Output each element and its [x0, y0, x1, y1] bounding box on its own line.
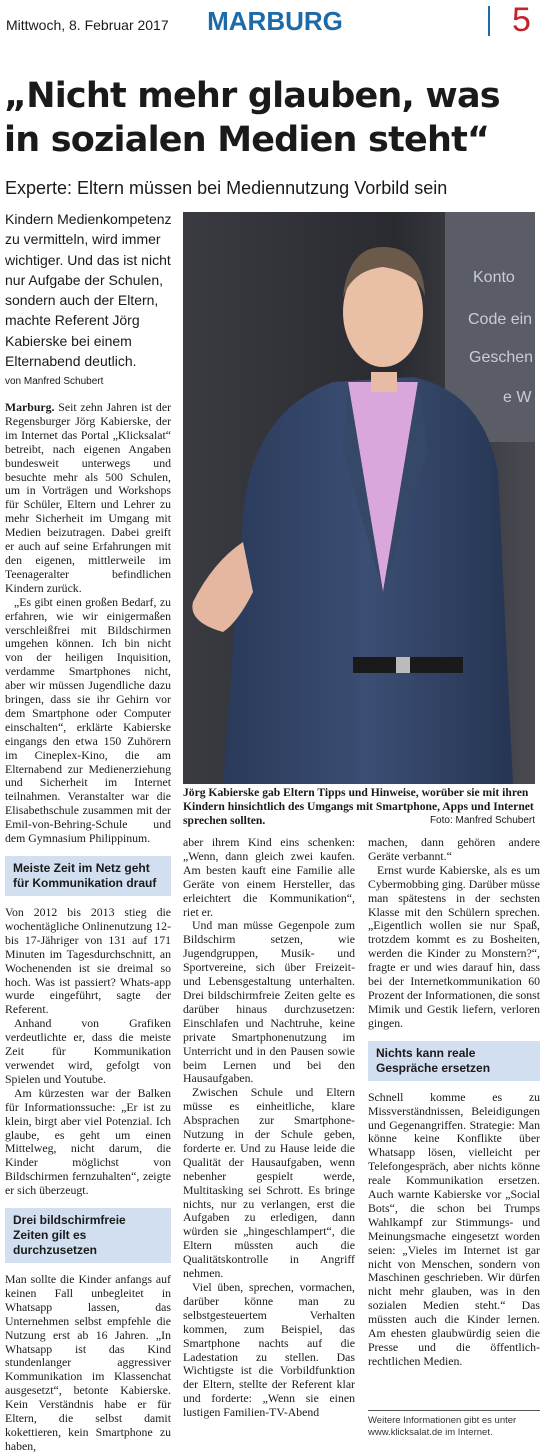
screen-text: Code ein: [468, 311, 533, 328]
subheading-box: Meiste Zeit im Netz geht für Kommunikation drauf: [5, 856, 171, 896]
page-number: 5: [512, 1, 531, 39]
issue-date: Mittwoch, 8. Februar 2017: [6, 17, 169, 33]
paragraph: Man sollte die Kinder anfangs auf keinen Fall unbegleitet in Whatsapp lassen, das Unternehmen selbst empfehle die Nutzung erst ab 16 Jahren. „In Whatsapp ist das Kind stundenlanger aggressiver Kommunikation im Klassenchat ausgesetzt“, betonte Kabierske. Kein Verständnis habe er für Eltern, die selbst damit kokettieren, kein Smartphone zu haben,: [5, 1272, 171, 1453]
paragraph: Viel üben, sprechen, vormachen, darüber könne man zu selbstgesteuertem Verhalten kommen, zum Beispiel, das Smartphone nachts auf die Ladestation zu stellen. Das Wichtigste ist die Vorbildfunktion der Eltern, stellte der Referent klar und forderte: „Wenn sie einen lustigen Familien-TV-Abend: [183, 1280, 355, 1420]
screen-text: e W: [503, 389, 532, 406]
paragraph: Ernst wurde Kabierske, als es um Cybermobbing ging. Darüber müsse man spätestens in der sechsten Klasse mit den Schülern sprechen. „Eigentlich wollen sie nur Spaß, trotzdem kommt es zu Bosheiten, werden die Kinder zu Monstern?“, fragte er und wies darauf hin, dass bei der Internetkommunikation 60 Prozent der Informationen, die sonst Mimik und Gestik liefern, verloren gingen.: [368, 862, 540, 1030]
paragraph: Am kürzesten war der Balken für Informationssuche: „Er ist zu klein, birgt aber viel Potenzial. Ich glaube, es geht um einen Mittelweg, nicht darum, die Kinder möglichst von Bildschirmen fernzuhalten“, zeigte er sich überzeugt.: [5, 1085, 171, 1198]
article-photo: [183, 212, 535, 784]
paragraph: Anhand von Grafiken verdeutlichte er, dass die meiste Zeit für Kommunikation verwendet wird, gefolgt von Spielen und Youtube.: [5, 1016, 171, 1086]
dateline: Marburg.: [5, 400, 55, 414]
paragraph: Zwischen Schule und Eltern müsse es einheitliche, klare Absprachen zur Smartphone-Nutzung in der Schule geben, forderte er. Und zu Hause leide die Qualität der Hausaufgaben, wenn nebenher gespielt werde, Multitasking sei Schrott. Es bringe nichts, nur zu verlangen, erst die Aufgaben zu erledigen, dann würden sie „hingeschlampert“, die Eltern müssten auch die Qualitätskontrolle in Angriff nehmen.: [183, 1085, 355, 1281]
header-divider: [488, 6, 490, 36]
paragraph: Seit zehn Jahren ist der Regensburger Jörg Kabierske, der im Internet das Portal „Klicksalat“ betreibt, nach eigenen Angaben bundesweit unterwegs und besuchte mehr als 500 Schulen, um in Vorträgen und Workshops für Schüler, Eltern und Lehrer zu mehr Sicherheit im Umgang mit Medien beizutragen. Dabei greift er auch auf seine Erfahrungen mit den eigenen, mittlerweile im Teenageralter befindlichen Kindern zurück.: [5, 400, 171, 595]
paragraph: „Es gibt einen großen Bedarf, zu erfahren, wie wir einigermaßen verschleißfrei mit Bildschirmen umgehen können. Ich bin nicht von der heiligen Inquisition, verdamme Smartphones nicht, aber wir müssen Jugendliche dazu bringen, dass sie ihr Gehirn vor dem Smartphone oder Computer einschalten“, erklärte Kabierske eingangs den etwa 150 Zuhörern im Cineplex-Kino, die am Elternabend zur Medienerziehung und Sicherheit im Internet teilnahmen. Veranstalter war die Elisabethschule zusammen mit der Emil-von-Behring-Schule und dem Gymnasium Philippinum.: [5, 594, 171, 846]
headline: „Nicht mehr glauben, was in sozialen Medien steht“: [4, 76, 500, 160]
paragraph: machen, dann gehören andere Geräte verbannt.“: [368, 835, 540, 863]
footnote: Weitere Informationen gibt es unter www.klicksalat.de im Internet.: [368, 1410, 540, 1439]
paragraph: Schnell komme es zu Missverständnissen, Beleidigungen und Gegenangriffen. Strategie: Man könne keine Konflikte über Whatsapp lösen, vielleicht per Telefongespräch, aber nichts könne reale Kommunikation ersetzen. Auch warnte Kabierske vor „Social Bots“, die schon bei Trumps Wahlkampf zur Stimmungs- und Meinungsmache eingesetzt worden seien: „Vieles im Internet ist gar nicht von Menschen, sondern von Maschinen geschrieben. Wir dürfen nicht mehr glauben, was in den sozialen Medien steht.“ Das müssten auch die Kinder lernen. Am ehesten glaubwürdig seien die Presse und die öffentlich-rechtlichen Medien.: [368, 1089, 540, 1368]
caption-text: Jörg Kabierske gab Eltern Tipps und Hinweise, worüber sie mit ihren Kindern hinsichtlich des Umgangs mit Smartphone, Apps und Internet sprechen sollten.: [183, 786, 534, 827]
subheading-box: Nichts kann reale Gespräche ersetzen: [368, 1041, 540, 1081]
text-column-1: [5, 401, 171, 1454]
text-column-3: [368, 836, 540, 1369]
text-column-2: [183, 836, 355, 1420]
byline: von Manfred Schubert: [5, 376, 104, 387]
lead-paragraph: Kindern Medienkompetenz zu vermitteln, wird immer wichtiger. Und das ist nicht nur Aufgabe der Schulen, sondern auch der Eltern, machte Referent Jörg Kabierske bei einem Elternabend deutlich.: [5, 211, 172, 370]
photo-credit: Foto: Manfred Schubert: [429, 814, 535, 826]
subheadline: Experte: Eltern müssen bei Mediennutzung Vorbild sein: [5, 178, 448, 198]
paragraph: Und man müsse Gegenpole zum Bildschirm setzen, wie Jugendgruppen, Musik- und Sportvereine, sich über Freizeit- und Lebensgestaltung unterhalten. Drei bildschirmfreie Zeiten gelte es darüber hinaus durchzusetzen: Einschlafen und Nachtruhe, keine private Smartphonenutzung im Unterricht und in den Pausen sowie beim Lernen und bei den Hausaufgaben.: [183, 918, 355, 1086]
screen-text: Konto: [473, 269, 515, 286]
paragraph: aber ihrem Kind eins schenken: „Wenn, dann gleich zwei kaufen. Am besten kauft eine Familie alle Geräte von einem Hersteller, das erleichtert die Kommunikation“, riet er.: [183, 835, 355, 919]
photo-caption: [183, 786, 535, 827]
screen-text: Geschen: [469, 349, 534, 366]
section-title: MARBURG: [207, 6, 343, 36]
paragraph: Von 2012 bis 2013 stieg die wochentägliche Onlinenutzung 12- bis 17-Jähriger von 131 auf 171 Minuten im Tagesdurchschnitt, an Wochenenden ist sie dreimal so hoch. Was ist passiert? Whats-app wurde eingeführt, sagte der Referent.: [5, 905, 171, 1017]
subheading-box: Drei bildschirmfreie Zeiten gilt es durchzusetzen: [5, 1208, 171, 1263]
photo-speaker-illustration: [183, 212, 535, 784]
